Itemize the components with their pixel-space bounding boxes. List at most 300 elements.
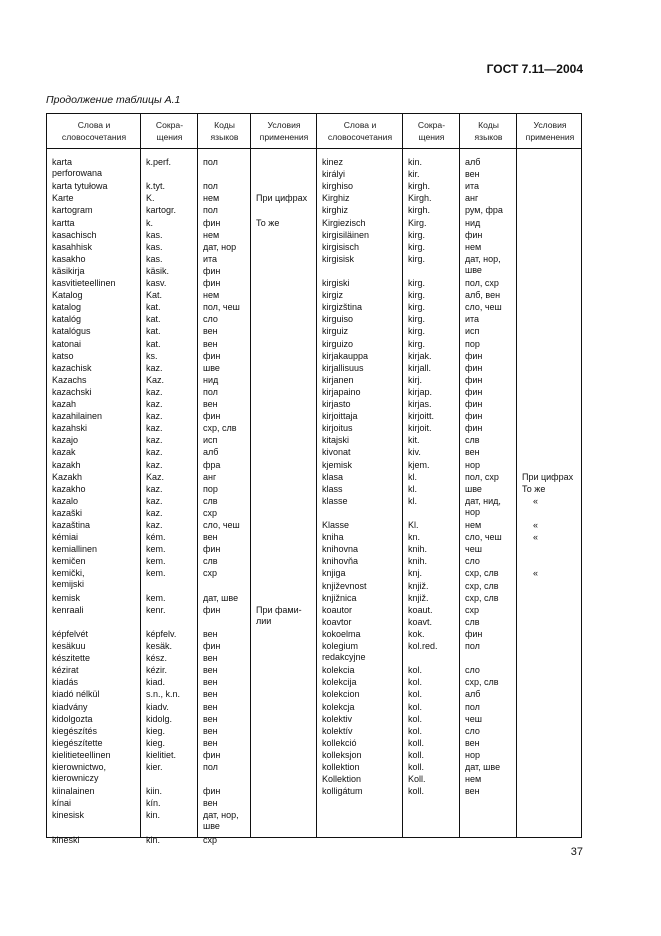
word-cell: kesäkuu	[52, 641, 86, 651]
word-cell: Kollektion	[322, 774, 362, 785]
abbreviation-cell: koll.	[408, 737, 425, 748]
word-cell: kazakh	[52, 459, 81, 470]
word-cell: kiadás	[52, 677, 79, 688]
language-code-cell: фин	[465, 374, 483, 385]
word-cell: kasachisch	[52, 229, 97, 240]
abbreviation-cell: kas.	[146, 241, 163, 252]
language-code-cell: рум, фра	[465, 205, 503, 216]
word-cell: kirguizo	[322, 338, 354, 349]
language-code-cell: вен	[203, 713, 218, 724]
word-cell: kemički, kemijski	[52, 568, 85, 590]
word-cell: kolleksjon	[322, 749, 362, 760]
word-cell: kirjallisuus	[322, 362, 364, 373]
word-cell: kézirat	[52, 665, 79, 676]
language-code-cell: нор	[465, 459, 480, 470]
word-cell: kazaština	[52, 520, 91, 530]
abbreviation-cell: Koll.	[408, 774, 426, 785]
language-code-cell: сло	[465, 556, 480, 567]
word-cell: kolligátum	[322, 786, 363, 797]
column-header: Слова и словосочетания	[327, 120, 393, 142]
language-code-cell: ита	[203, 253, 218, 264]
column-header: Сокра- щения	[417, 120, 446, 142]
language-code-cell: нем	[465, 241, 482, 252]
abbreviation-cell: kiadv.	[146, 701, 169, 712]
language-code-cell: вен	[203, 628, 218, 639]
language-code-cell: дат, шве	[203, 592, 239, 603]
word-cell: kirjanen	[322, 374, 354, 385]
word-cell: kazaški	[52, 507, 83, 518]
word-cell: kiinalainen	[52, 786, 95, 797]
usage-condition-cell: При цифрах	[522, 471, 574, 482]
language-code-cell: слв	[465, 435, 480, 446]
language-code-cell: шве	[203, 362, 220, 373]
abbreviation-cell: kat.	[146, 326, 161, 337]
language-code-cell: фин	[203, 786, 221, 797]
abbreviation-cell: kézir.	[146, 665, 168, 676]
word-cell: katonai	[52, 338, 82, 349]
usage-condition-cell: «	[533, 495, 539, 506]
word-cell: katalóg	[52, 314, 82, 325]
abbreviation-cell: kaz.	[146, 459, 163, 470]
word-cell: kazah	[52, 399, 77, 409]
language-code-cell: нем	[465, 774, 482, 785]
language-code-cell: дат, нор	[203, 241, 237, 252]
abbreviation-cell: kirjoitt.	[408, 411, 435, 422]
abbreviation-cell: kirjas.	[408, 399, 432, 409]
language-code-cell: сло	[203, 314, 218, 325]
language-code-cell: вен	[203, 665, 218, 676]
language-code-cell: вен	[203, 399, 218, 409]
usage-condition-cell: «	[533, 520, 539, 530]
word-cell: kokoelma	[322, 628, 361, 639]
abbreviation-cell: Kat.	[146, 290, 163, 301]
abbreviations-table	[46, 113, 582, 845]
language-code-cell: нор	[465, 749, 480, 760]
abbreviation-cell: kjem.	[408, 459, 430, 470]
abbreviation-cell: s.n., k.n.	[146, 689, 181, 700]
word-cell: kolekcija	[322, 677, 357, 688]
word-cell: kivonat	[322, 447, 351, 458]
table-caption: Продолжение таблицы А.1	[46, 94, 181, 106]
word-cell: klass	[322, 483, 343, 494]
word-cell: kineski	[52, 834, 80, 845]
document-code: ГОСТ 7.11—2004	[486, 62, 583, 76]
word-cell: kazajo	[52, 435, 79, 446]
abbreviation-cell: kier.	[146, 762, 163, 772]
abbreviation-cell: kirjak.	[408, 350, 432, 361]
word-cell: katalog	[52, 302, 82, 313]
language-code-cell: пол	[203, 157, 218, 167]
usage-condition-cell: То же	[522, 483, 546, 494]
column-header: Условия применения	[525, 120, 575, 142]
abbreviation-cell: kaz.	[146, 435, 163, 446]
language-code-cell: вен	[203, 326, 218, 337]
language-code-cell: вен	[203, 338, 218, 349]
word-cell: kirgiski	[322, 278, 350, 288]
abbreviation-cell: kirgh.	[408, 181, 431, 192]
word-cell: kirjoittaja	[322, 411, 358, 422]
abbreviation-cell: kit.	[408, 435, 420, 446]
abbreviation-cell: ks.	[146, 350, 158, 361]
abbreviation-cell: kirg.	[408, 229, 426, 240]
word-cell: kazachski	[52, 386, 92, 397]
column-divider-1	[140, 114, 141, 837]
word-cell: kasakho	[52, 253, 86, 264]
abbreviation-cell: knih.	[408, 544, 428, 555]
abbreviation-cell: kirjoit.	[408, 423, 432, 434]
abbreviation-cell: kaz.	[146, 483, 163, 494]
abbreviation-cell: kn.	[408, 532, 421, 543]
language-code-cell: пол	[203, 181, 218, 192]
language-code-cell: пол	[203, 386, 218, 397]
column-header: Коды языков	[210, 120, 239, 142]
language-code-cell: нид	[203, 374, 219, 385]
word-cell: kielitieteellinen	[52, 749, 111, 760]
column-header: Коды языков	[474, 120, 503, 142]
word-cell: knjiga	[322, 568, 346, 579]
abbreviation-cell: kem.	[146, 544, 166, 555]
word-cell: kazahski	[52, 423, 88, 434]
abbreviation-cell: kirj.	[408, 374, 422, 385]
abbreviation-cell: Kirgh.	[408, 193, 432, 204]
word-cell: kniha	[322, 532, 344, 543]
language-code-cell: нем	[465, 520, 482, 530]
abbreviation-cell: kol.	[408, 701, 423, 712]
abbreviation-cell: kol.	[408, 677, 423, 688]
word-cell: kazakho	[52, 483, 86, 494]
language-code-cell: сло	[465, 725, 480, 736]
language-code-cell: фин	[465, 386, 483, 397]
language-code-cell: алб	[465, 689, 481, 700]
language-code-cell: дат, нид, нор	[465, 495, 501, 517]
language-code-cell: слв	[465, 616, 480, 627]
word-cell: kolekcion	[322, 689, 360, 700]
word-cell: kolektív	[322, 725, 353, 736]
language-code-cell: вен	[203, 725, 218, 736]
abbreviation-cell: kész.	[146, 653, 168, 664]
usage-condition-cell: То же	[256, 217, 280, 228]
language-code-cell: вен	[203, 701, 218, 712]
abbreviation-cell: koll.	[408, 749, 425, 760]
abbreviation-cell: kaz.	[146, 386, 163, 397]
abbreviation-cell: kirg.	[408, 253, 426, 264]
abbreviation-cell: kirg.	[408, 290, 426, 301]
abbreviation-cell: kin.	[146, 834, 161, 845]
abbreviation-cell: kem.	[146, 592, 166, 603]
word-cell: kirguiz	[322, 326, 349, 337]
language-code-cell: сло	[465, 665, 480, 676]
word-cell: kiegészítés	[52, 725, 98, 736]
abbreviation-cell: kaz.	[146, 423, 163, 434]
word-cell: kirjoitus	[322, 423, 353, 434]
word-cell: kenraali	[52, 604, 84, 615]
abbreviation-cell: kiin.	[146, 786, 163, 797]
abbreviation-cell: kém.	[146, 532, 166, 543]
language-code-cell: сxр	[203, 568, 218, 579]
word-cell: karta tytułowa	[52, 181, 108, 192]
word-cell: kirjapaino	[322, 386, 361, 397]
language-code-cell: сxр	[203, 834, 218, 845]
abbreviation-cell: kasv.	[146, 278, 167, 288]
word-cell: kollektion	[322, 762, 360, 772]
language-code-cell: нем	[203, 193, 220, 204]
language-code-cell: фин	[203, 544, 221, 555]
language-code-cell: дат, шве	[465, 762, 501, 772]
abbreviation-cell: kir.	[408, 169, 420, 180]
abbreviation-cell: koavt.	[408, 616, 433, 627]
word-cell: kemiallinen	[52, 544, 98, 555]
language-code-cell: анг	[203, 471, 217, 482]
abbreviation-cell: kartogr.	[146, 205, 177, 216]
language-code-cell: пол, сxр	[465, 278, 499, 288]
language-code-cell: вен	[203, 798, 218, 809]
abbreviation-cell: kesäk.	[146, 641, 173, 651]
word-cell: kolektiv	[322, 713, 353, 724]
language-code-cell: сxр	[203, 507, 218, 518]
abbreviation-cell: kieg.	[146, 737, 166, 748]
column-divider-4	[316, 114, 317, 837]
word-cell: kazalo	[52, 495, 79, 506]
usage-condition-cell: «	[533, 568, 539, 579]
abbreviation-cell: kaz.	[146, 399, 163, 409]
word-cell: Katalog	[52, 290, 83, 301]
abbreviation-cell: kín.	[146, 798, 161, 809]
language-code-cell: пол	[465, 641, 480, 651]
word-cell: kierownictwo, kierowniczy	[52, 762, 107, 783]
word-cell: kirgizština	[322, 302, 363, 313]
language-code-cell: алб, вен	[465, 290, 501, 301]
abbreviation-cell: koll.	[408, 786, 425, 797]
word-cell: klasse	[322, 495, 348, 506]
language-code-cell: сxр, слв	[465, 592, 499, 603]
language-code-cell: анг	[465, 193, 479, 204]
word-cell: kasvitieteellinen	[52, 278, 116, 288]
abbreviation-cell: kirgh.	[408, 205, 431, 216]
word-cell: knjižnica	[322, 592, 357, 603]
language-code-cell: слв	[203, 495, 218, 506]
word-cell: kidolgozta	[52, 713, 93, 724]
abbreviation-cell: kok.	[408, 628, 425, 639]
language-code-cell: вен	[465, 786, 480, 797]
abbreviation-cell: k.	[146, 217, 154, 228]
abbreviation-cell: knj.	[408, 568, 423, 579]
language-code-cell: алб	[465, 157, 481, 167]
abbreviation-cell: knjiž.	[408, 592, 429, 603]
word-cell: käsikirja	[52, 265, 85, 276]
abbreviation-cell: kas.	[146, 253, 163, 264]
word-cell: kémiai	[52, 532, 79, 543]
abbreviation-cell: kas.	[146, 229, 163, 240]
language-code-cell: шве	[465, 483, 482, 494]
abbreviation-cell: kaz.	[146, 507, 163, 518]
word-cell: kirguiso	[322, 314, 354, 325]
word-cell: királyi	[322, 169, 346, 180]
abbreviation-cell: Kirg.	[408, 217, 427, 228]
column-divider-3	[250, 114, 251, 837]
abbreviation-cell: kol.	[408, 689, 423, 700]
word-cell: kinesisk	[52, 810, 85, 821]
word-cell: katso	[52, 350, 74, 361]
word-cell: kartta	[52, 217, 75, 228]
abbreviation-cell: kiad.	[146, 677, 166, 688]
abbreviation-cell: kirjall.	[408, 362, 432, 373]
abbreviation-cell: kirjap.	[408, 386, 433, 397]
abbreviation-cell: kirg.	[408, 314, 426, 325]
abbreviation-cell: kaz.	[146, 362, 163, 373]
abbreviation-cell: kl.	[408, 471, 417, 482]
word-cell: Karte	[52, 193, 74, 204]
abbreviation-cell: kaz.	[146, 520, 163, 530]
word-cell: katalógus	[52, 326, 91, 337]
abbreviation-cell: kidolg.	[146, 713, 173, 724]
language-code-cell: фин	[203, 641, 221, 651]
language-code-cell: фин	[465, 411, 483, 422]
word-cell: kinez	[322, 157, 344, 167]
word-cell: kolegium redakcyjne	[322, 641, 366, 662]
language-code-cell: исп	[465, 326, 480, 337]
abbreviation-cell: kirg.	[408, 338, 426, 349]
word-cell: kartogram	[52, 205, 93, 216]
language-code-cell: фин	[465, 229, 483, 240]
language-code-cell: пол, чеш	[203, 302, 240, 313]
page-number: 37	[570, 846, 583, 858]
abbreviation-cell: kat.	[146, 314, 161, 325]
language-code-cell: вен	[465, 737, 480, 748]
word-cell: kirghiso	[322, 181, 354, 192]
language-code-cell: фин	[203, 350, 221, 361]
word-cell: knihovna	[322, 544, 359, 555]
language-code-cell: вен	[465, 169, 480, 180]
word-cell: kiadó nélkül	[52, 689, 100, 700]
language-code-cell: дат, нор, шве	[465, 253, 501, 275]
abbreviation-cell: kirg.	[408, 326, 426, 337]
language-code-cell: пор	[465, 338, 480, 349]
language-code-cell: фра	[203, 459, 221, 470]
language-code-cell: нем	[203, 290, 220, 301]
language-code-cell: фин	[465, 423, 483, 434]
abbreviation-cell: kol.red.	[408, 641, 438, 651]
abbreviation-cell: kirg.	[408, 241, 426, 252]
abbreviation-cell: knih.	[408, 556, 428, 567]
word-cell: kitajski	[322, 435, 350, 446]
language-code-cell: исп	[203, 435, 218, 446]
abbreviation-cell: kaz.	[146, 411, 163, 422]
abbreviation-cell: kiv.	[408, 447, 421, 458]
language-code-cell: пол	[465, 701, 480, 712]
abbreviation-cell: kaz.	[146, 447, 163, 458]
word-cell: karta perforowana	[52, 157, 103, 178]
abbreviation-cell: kem.	[146, 556, 166, 567]
language-code-cell: сxр, слв	[465, 568, 499, 579]
language-code-cell: фин	[465, 628, 483, 639]
word-cell: kjemisk	[322, 459, 353, 470]
language-code-cell: чеш	[465, 713, 482, 724]
language-code-cell: вен	[203, 653, 218, 664]
abbreviation-cell: koaut.	[408, 604, 433, 615]
word-cell: kemičen	[52, 556, 86, 567]
language-code-cell: вен	[203, 677, 218, 688]
abbreviation-cell: kenr.	[146, 604, 166, 615]
abbreviation-cell: Kaz.	[146, 374, 165, 385]
usage-condition-cell: При цифрах	[256, 193, 308, 204]
language-code-cell: алб	[203, 447, 219, 458]
word-cell: Kirgiezisch	[322, 217, 366, 228]
language-code-cell: вен	[203, 689, 218, 700]
language-code-cell: фин	[203, 411, 221, 422]
abbreviation-cell: k.perf.	[146, 157, 172, 167]
abbreviation-cell: kielitiet.	[146, 749, 177, 760]
word-cell: Klasse	[322, 520, 350, 530]
abbreviation-cell: képfelv.	[146, 628, 177, 639]
abbreviation-cell: kieg.	[146, 725, 166, 736]
language-code-cell: вен	[203, 737, 218, 748]
word-cell: kirgisiläinen	[322, 229, 370, 240]
abbreviation-cell: k.tyt.	[146, 181, 166, 192]
abbreviation-cell: kat.	[146, 338, 161, 349]
language-code-cell: пор	[203, 483, 218, 494]
abbreviation-cell: kol.	[408, 665, 423, 676]
language-code-cell: вен	[203, 532, 218, 543]
abbreviation-cell: kl.	[408, 495, 417, 506]
word-cell: kirjasto	[322, 399, 351, 409]
language-code-cell: ита	[465, 314, 480, 325]
language-code-cell: сxр, слв	[465, 580, 499, 591]
language-code-cell: фин	[203, 749, 221, 760]
abbreviation-cell: kirg.	[408, 302, 426, 313]
language-code-cell: сло, чеш	[465, 532, 502, 543]
language-code-cell: сло, чеш	[203, 520, 240, 530]
word-cell: Kazakh	[52, 471, 83, 482]
language-code-cell: пол, сxр	[465, 471, 499, 482]
language-code-cell: фин	[203, 604, 221, 615]
abbreviation-cell: K.	[146, 193, 155, 204]
word-cell: kínai	[52, 798, 72, 809]
abbreviation-cell: knjiž.	[408, 580, 429, 591]
column-divider-6	[459, 114, 460, 837]
word-cell: kasahhisk	[52, 241, 93, 252]
abbreviation-cell: kirg.	[408, 278, 426, 288]
abbreviation-cell: kin.	[408, 157, 423, 167]
word-cell: Kazachs	[52, 374, 87, 385]
word-cell: kazachisk	[52, 362, 92, 373]
word-cell: kemisk	[52, 592, 81, 603]
language-code-cell: нем	[203, 229, 220, 240]
usage-condition-cell: «	[533, 532, 539, 543]
column-header: Условия применения	[259, 120, 309, 142]
abbreviation-cell: kaz.	[146, 495, 163, 506]
language-code-cell: нид	[465, 217, 481, 228]
language-code-cell: фин	[203, 265, 221, 276]
language-code-cell: пол	[203, 762, 218, 772]
language-code-cell: пол	[203, 205, 218, 216]
word-cell: kirgisisch	[322, 241, 360, 252]
header-divider	[47, 148, 581, 149]
word-cell: kollekció	[322, 737, 357, 748]
word-cell: készitette	[52, 653, 91, 664]
language-code-cell: дат, нор, шве	[203, 810, 239, 832]
abbreviation-cell: kin.	[146, 810, 161, 821]
abbreviation-cell: Kaz.	[146, 471, 165, 482]
column-header: Сокра- щения	[155, 120, 184, 142]
abbreviation-cell: Kl.	[408, 520, 419, 530]
abbreviation-cell: käsik.	[146, 265, 170, 276]
word-cell: kirjakauppa	[322, 350, 369, 361]
abbreviation-cell: kem.	[146, 568, 166, 579]
abbreviation-cell: kat.	[146, 302, 161, 313]
abbreviation-cell: kl.	[408, 483, 417, 494]
word-cell: klasa	[322, 471, 344, 482]
language-code-cell: сxр	[465, 604, 480, 615]
